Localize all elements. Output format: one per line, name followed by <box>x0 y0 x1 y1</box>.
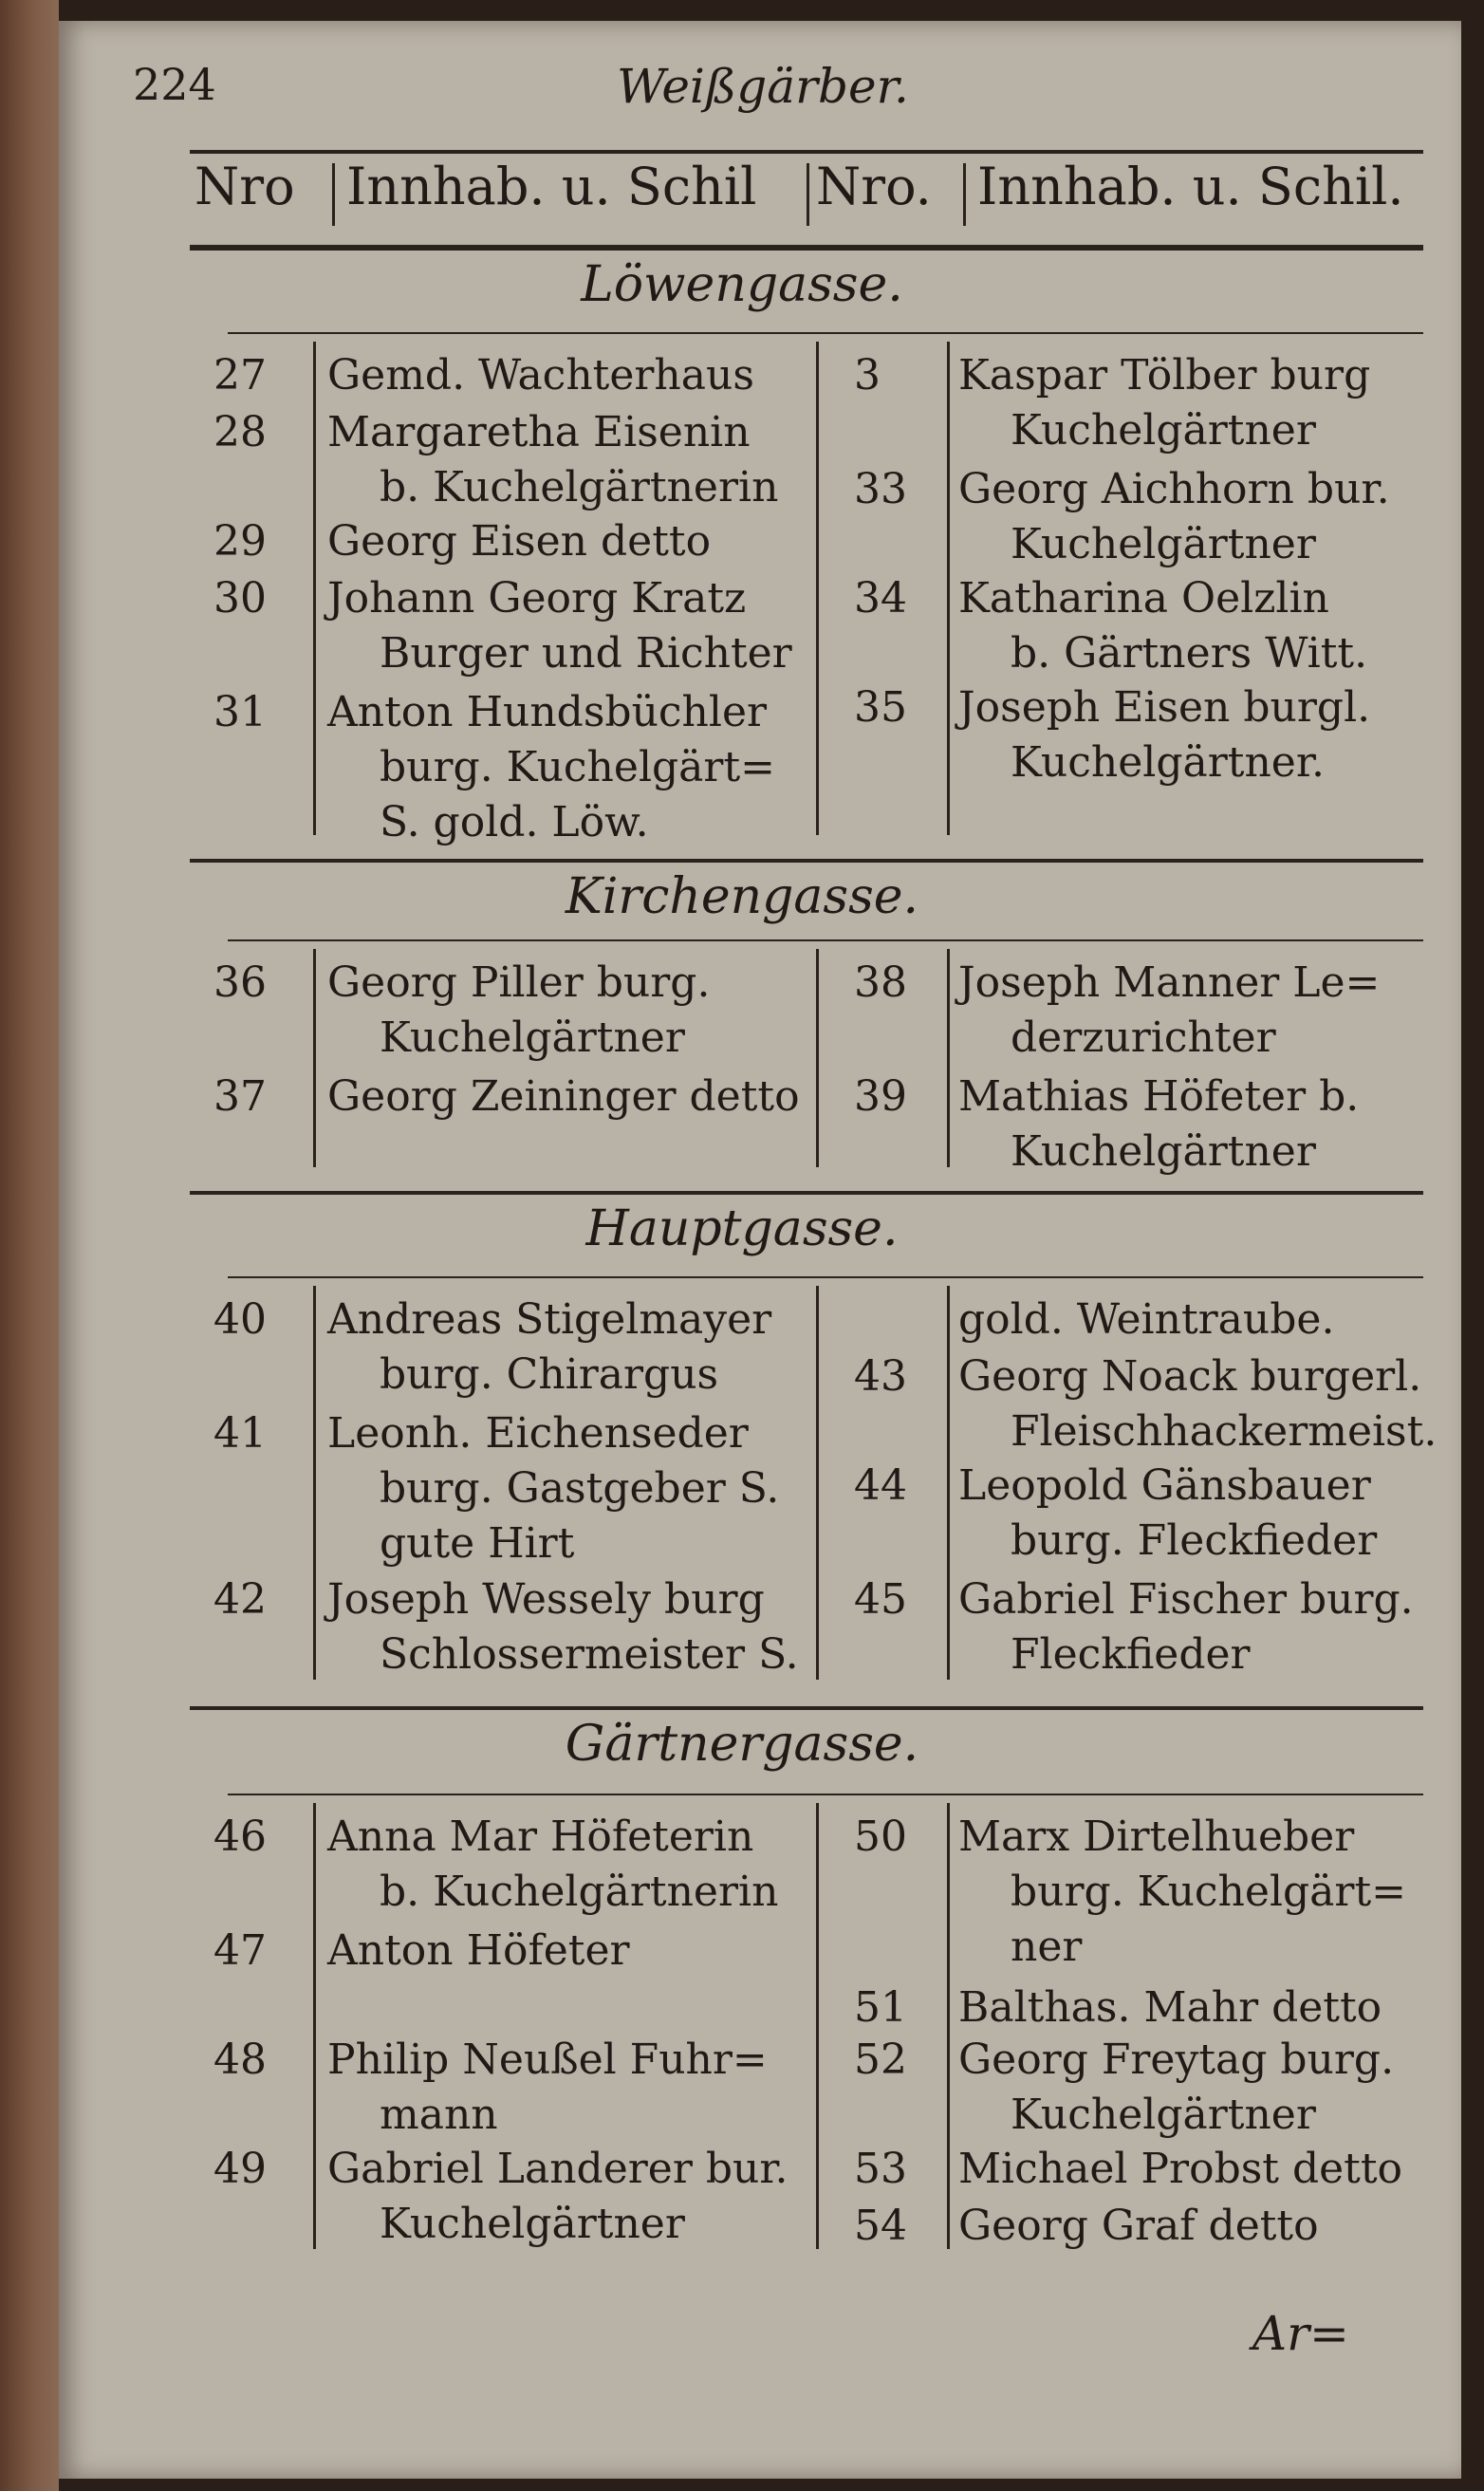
street-heading: Kirchengasse. <box>565 868 919 925</box>
resident-entry-line: Joseph Wessely burg <box>327 1575 765 1624</box>
column-divider <box>816 1803 819 2249</box>
section-rule <box>190 247 1423 251</box>
resident-entry-line: Georg Graf detto <box>958 2202 1319 2250</box>
resident-entry-line: Gemd. Wachterhaus <box>327 351 754 400</box>
house-number: 29 <box>213 517 267 566</box>
resident-entry-line: Michael Probst detto <box>958 2145 1403 2193</box>
resident-entry-line: Georg Eisen detto <box>327 517 712 566</box>
resident-entry-line: gold. Weintraube. <box>958 1295 1335 1344</box>
page-title: Weißgärber. <box>617 59 909 114</box>
house-number: 30 <box>213 574 267 623</box>
section-rule <box>228 1794 1423 1795</box>
house-number: 49 <box>213 2145 267 2193</box>
column-divider <box>947 1286 950 1680</box>
house-number: 39 <box>854 1072 907 1121</box>
resident-entry-line: Anna Mar Höfeterin <box>327 1812 754 1861</box>
resident-entry-line: burg. Chirargus <box>380 1350 719 1399</box>
resident-entry-line: Fleischhackermeist. <box>1011 1407 1438 1456</box>
column-divider <box>313 342 316 835</box>
house-number: 38 <box>854 958 907 1007</box>
resident-entry-line: derzurichter <box>1011 1013 1276 1062</box>
resident-entry-line: Gabriel Fischer burg. <box>958 1575 1414 1624</box>
house-number: 27 <box>213 351 267 400</box>
column-divider <box>947 342 950 835</box>
resident-entry-line: Fleckfieder <box>1011 1630 1251 1679</box>
column-header-name-left: Innhab. u. Schil <box>346 157 757 216</box>
resident-entry-line: Marx Dirtelhueber <box>958 1812 1355 1861</box>
resident-entry-line: Georg Noack burgerl. <box>958 1352 1422 1401</box>
resident-entry-line: Andreas Stigelmayer <box>327 1295 772 1344</box>
resident-entry-line: burg. Kuchelgärt= <box>380 743 775 791</box>
resident-entry-line: Leonh. Eichenseder <box>327 1409 749 1458</box>
column-header-nr-left: Nro <box>195 157 295 216</box>
house-number: 35 <box>854 683 907 732</box>
section-rule <box>190 1706 1423 1710</box>
resident-entry-line: Philip Neußel Fuhr= <box>327 2036 768 2084</box>
resident-entry-line: Gabriel Landerer bur. <box>327 2145 788 2193</box>
resident-entry-line: Leopold Gänsbauer <box>958 1461 1371 1510</box>
house-number: 53 <box>854 2145 907 2193</box>
column-divider <box>816 949 819 1167</box>
resident-entry-line: burg. Gastgeber S. <box>380 1464 780 1513</box>
catchword: Ar= <box>1252 2306 1349 2361</box>
house-number: 54 <box>854 2202 907 2250</box>
header-rule <box>190 150 1423 154</box>
resident-entry-line: Mathias Höfeter b. <box>958 1072 1360 1121</box>
resident-entry-line: b. Kuchelgärtnerin <box>380 1868 779 1916</box>
resident-entry-line: Johann Georg Kratz <box>327 574 747 623</box>
resident-entry-line: Schlossermeister S. <box>380 1630 799 1679</box>
column-divider <box>947 1803 950 2249</box>
house-number: 40 <box>213 1295 267 1344</box>
house-number: 46 <box>213 1812 267 1861</box>
house-number: 44 <box>854 1461 907 1510</box>
resident-entry-line: burg. Kuchelgärt= <box>1011 1868 1406 1916</box>
house-number: 3 <box>854 351 881 400</box>
column-header-nr-right: Nro. <box>816 157 932 216</box>
resident-entry-line: Joseph Eisen burgl. <box>958 683 1371 732</box>
section-rule <box>228 1276 1423 1278</box>
resident-entry-line: Balthas. Mahr detto <box>958 1983 1382 2032</box>
house-number: 34 <box>854 574 907 623</box>
resident-entry-line: Kuchelgärtner <box>1011 2091 1316 2139</box>
resident-entry-line: Anton Höfeter <box>327 1926 630 1975</box>
house-number: 45 <box>854 1575 907 1624</box>
house-number: 37 <box>213 1072 267 1121</box>
house-number: 51 <box>854 1983 907 2032</box>
resident-entry-line: Katharina Oelzlin <box>958 574 1329 623</box>
resident-entry-line: Kuchelgärtner <box>1011 406 1316 455</box>
section-rule <box>228 332 1423 334</box>
house-number: 36 <box>213 958 267 1007</box>
resident-entry-line: Kaspar Tölber burg <box>958 351 1371 400</box>
column-header-name-right: Innhab. u. Schil. <box>977 157 1404 216</box>
column-divider <box>947 949 950 1167</box>
resident-entry-line: Georg Piller burg. <box>327 958 711 1007</box>
resident-entry-line: b. Kuchelgärtnerin <box>380 463 779 511</box>
resident-entry-line: S. gold. Löw. <box>380 798 649 846</box>
resident-entry-line: ner <box>1011 1923 1083 1971</box>
section-rule <box>228 939 1423 941</box>
section-rule <box>190 1191 1423 1195</box>
resident-entry-line: Joseph Manner Le= <box>958 958 1381 1007</box>
header-divider <box>332 163 335 226</box>
resident-entry-line: mann <box>380 2091 498 2139</box>
resident-entry-line: Burger und Richter <box>380 629 792 678</box>
street-heading: Hauptgasse. <box>585 1200 899 1257</box>
header-divider <box>963 163 966 226</box>
house-number: 50 <box>854 1812 907 1861</box>
house-number: 42 <box>213 1575 267 1624</box>
resident-entry-line: gute Hirt <box>380 1519 575 1568</box>
resident-entry-line: burg. Fleckfieder <box>1011 1516 1378 1565</box>
resident-entry-line: Margaretha Eisenin <box>327 408 751 456</box>
column-divider <box>816 342 819 835</box>
page-number: 224 <box>133 59 216 110</box>
street-heading: Löwengasse. <box>581 256 903 313</box>
header-divider <box>807 163 809 226</box>
house-number: 48 <box>213 2036 267 2084</box>
resident-entry-line: Georg Zeininger detto <box>327 1072 800 1121</box>
section-rule <box>190 859 1423 863</box>
resident-entry-line: Georg Aichhorn bur. <box>958 465 1390 513</box>
house-number: 47 <box>213 1926 267 1975</box>
resident-entry-line: Anton Hundsbüchler <box>327 688 768 736</box>
street-heading: Gärtnergasse. <box>565 1716 919 1773</box>
house-number: 41 <box>213 1409 267 1458</box>
resident-entry-line: Kuchelgärtner <box>380 1013 685 1062</box>
resident-entry-line: Kuchelgärtner <box>1011 520 1316 568</box>
house-number: 28 <box>213 408 267 456</box>
resident-entry-line: b. Gärtners Witt. <box>1011 629 1368 678</box>
column-divider <box>313 949 316 1167</box>
resident-entry-line: Kuchelgärtner <box>1011 1127 1316 1176</box>
column-divider <box>313 1803 316 2249</box>
resident-entry-line: Kuchelgärtner <box>380 2200 685 2248</box>
house-number: 52 <box>854 2036 907 2084</box>
house-number: 31 <box>213 688 267 736</box>
house-number: 33 <box>854 465 907 513</box>
resident-entry-line: Georg Freytag burg. <box>958 2036 1395 2084</box>
house-number: 43 <box>854 1352 907 1401</box>
resident-entry-line: Kuchelgärtner. <box>1011 738 1326 787</box>
column-divider <box>313 1286 316 1680</box>
column-divider <box>816 1286 819 1680</box>
